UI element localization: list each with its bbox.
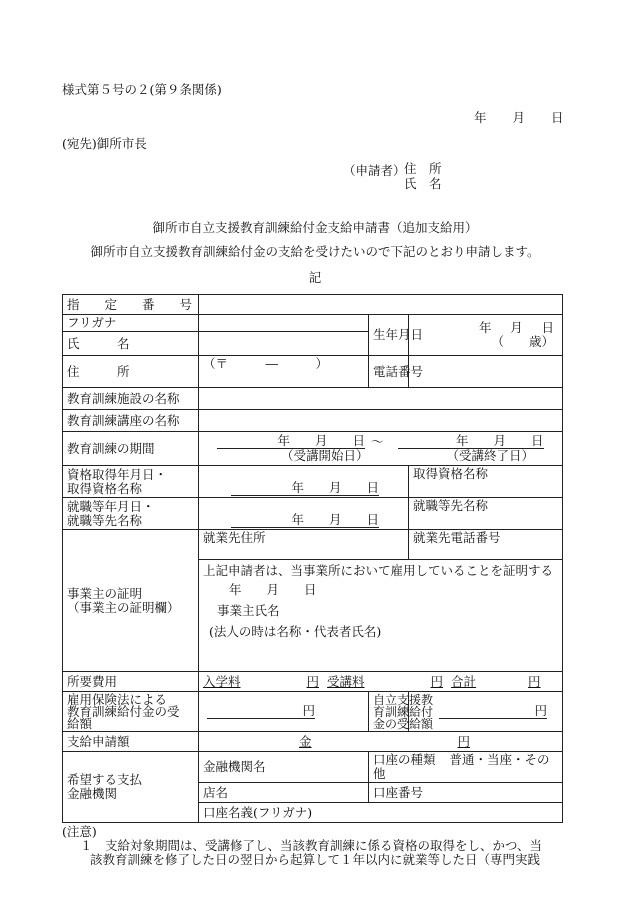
corporation-note: (法人の時は名称・代表者氏名) <box>209 624 382 639</box>
birthdate-field[interactable] <box>409 315 563 356</box>
phone-field[interactable] <box>409 356 563 388</box>
address-field[interactable] <box>199 356 369 388</box>
qualification-name-field[interactable]: 取得資格名称 <box>409 466 563 498</box>
insurance-benefit-field[interactable]: 円 <box>199 692 369 732</box>
date-day: 日 <box>551 110 564 125</box>
phone-label: 電話番号 <box>369 356 409 388</box>
tilde: ～ <box>371 434 384 449</box>
employer-address-field[interactable]: 就業先住所 <box>199 530 409 560</box>
bank-name-field[interactable]: 金融機関名 <box>199 752 369 783</box>
birthdate-label: 生年月日 <box>369 315 409 356</box>
employer-phone-field[interactable]: 就業先電話番号 <box>409 530 563 560</box>
document-title: 御所市自立支援教育訓練給付金支給申請書（追加支給用） <box>152 220 478 235</box>
account-type-field[interactable]: 口座の種類 普通・当座・その他 <box>369 752 563 783</box>
employer-name-label: 事業主氏名 <box>217 603 280 618</box>
training-period-field[interactable] <box>199 432 563 466</box>
birth-day: 日 <box>541 320 555 335</box>
employment-date-field[interactable]: 年 月 日 <box>199 498 409 530</box>
designation-number-field[interactable] <box>199 295 563 315</box>
name-field[interactable] <box>199 332 369 356</box>
notes-item-1: １ 支給対象期間は、受講修了し、当該教育訓練に係る資格の取得をし、かつ、当 該教育訓練を修了した日の翌日から起算して１年以内に就業等した日（専門実践 <box>80 838 543 867</box>
lead-sentence: 御所市自立支援教育訓練給付金の支給を受けたいので下記のとおり申請します。 <box>90 244 540 259</box>
insurance-benefit-label: 雇用保険法による 教育訓練給付金の受 給額 <box>63 692 199 732</box>
course-name-field[interactable] <box>199 410 563 432</box>
furigana-label: フリガナ <box>63 315 199 332</box>
end-note: （受講終了日） <box>446 448 534 463</box>
address-label: 住 所 <box>404 161 442 176</box>
employer-certification-box[interactable] <box>199 560 563 672</box>
certification-text: 上記申請者は、当事業所において雇用していることを証明する <box>203 563 554 578</box>
branch-field[interactable]: 店名 <box>199 783 369 803</box>
designation-number-label: 指 定 番 号 <box>63 295 199 315</box>
date-year: 年 <box>474 110 487 125</box>
employment-label: 就職等年月日・ 就職等先名称 <box>63 498 199 530</box>
course-name-label: 教育訓練講座の名称 <box>63 410 199 432</box>
applicant-label: （申請者） <box>343 163 406 178</box>
age-close: 歳） <box>529 334 555 349</box>
self-support-benefit-field[interactable]: 円 <box>409 692 563 732</box>
period-start: 年 月 日 <box>217 434 365 449</box>
qualification-date-field[interactable]: 年 月 日 <box>199 466 409 498</box>
postal-code: （〒 ― ） <box>203 356 329 371</box>
date-month: 月 <box>512 110 526 125</box>
birth-year: 年 <box>478 320 492 335</box>
form-number: 様式第５号の２(第９条関係) <box>62 82 222 97</box>
age-open: （ <box>491 334 504 349</box>
certification-date: 年 月 日 <box>229 582 317 597</box>
qualification-label: 資格取得年月日・ 取得資格名称 <box>63 466 199 498</box>
facility-name-label: 教育訓練施設の名称 <box>63 388 199 410</box>
bank-label: 希望する支払 金融機関 <box>63 752 199 823</box>
start-note: （受講開始日） <box>280 448 369 463</box>
account-holder-field[interactable]: 口座名義(フリガナ) <box>199 803 563 823</box>
cost-field[interactable]: 入学料 円 受講料 円 合計 円 <box>199 672 563 692</box>
name-label: 氏 名 <box>404 176 442 191</box>
application-form <box>62 294 563 823</box>
period-end: 年 月 日 <box>398 434 544 449</box>
applicant-fields <box>404 161 442 191</box>
notes-heading: (注意) <box>62 824 97 839</box>
cost-label: 所要費用 <box>63 672 199 692</box>
account-options: 普通・当座・その他 <box>373 752 550 781</box>
employment-name-field[interactable]: 就職等先名称 <box>409 498 563 530</box>
facility-name-field[interactable] <box>199 388 563 410</box>
training-period-label: 教育訓練の期間 <box>63 432 199 466</box>
furigana-field[interactable] <box>199 315 369 332</box>
self-support-benefit-label: 自立支援教 育訓練給付 金の受給額 <box>369 692 409 732</box>
address-label: 住 所 <box>63 356 199 388</box>
addressee: (宛先)御所市長 <box>62 136 147 151</box>
birth-month: 月 <box>510 320 523 335</box>
application-date <box>474 108 564 126</box>
request-amount-label: 支給申請額 <box>63 732 199 752</box>
request-amount-field[interactable]: 金 円 <box>199 732 563 752</box>
account-number-field[interactable]: 口座番号 <box>369 783 563 803</box>
ki-heading: 記 <box>308 270 322 285</box>
employer-certificate-label: 事業主の証明 （事業主の証明欄） <box>63 530 199 672</box>
name-label: 氏 名 <box>63 332 199 356</box>
